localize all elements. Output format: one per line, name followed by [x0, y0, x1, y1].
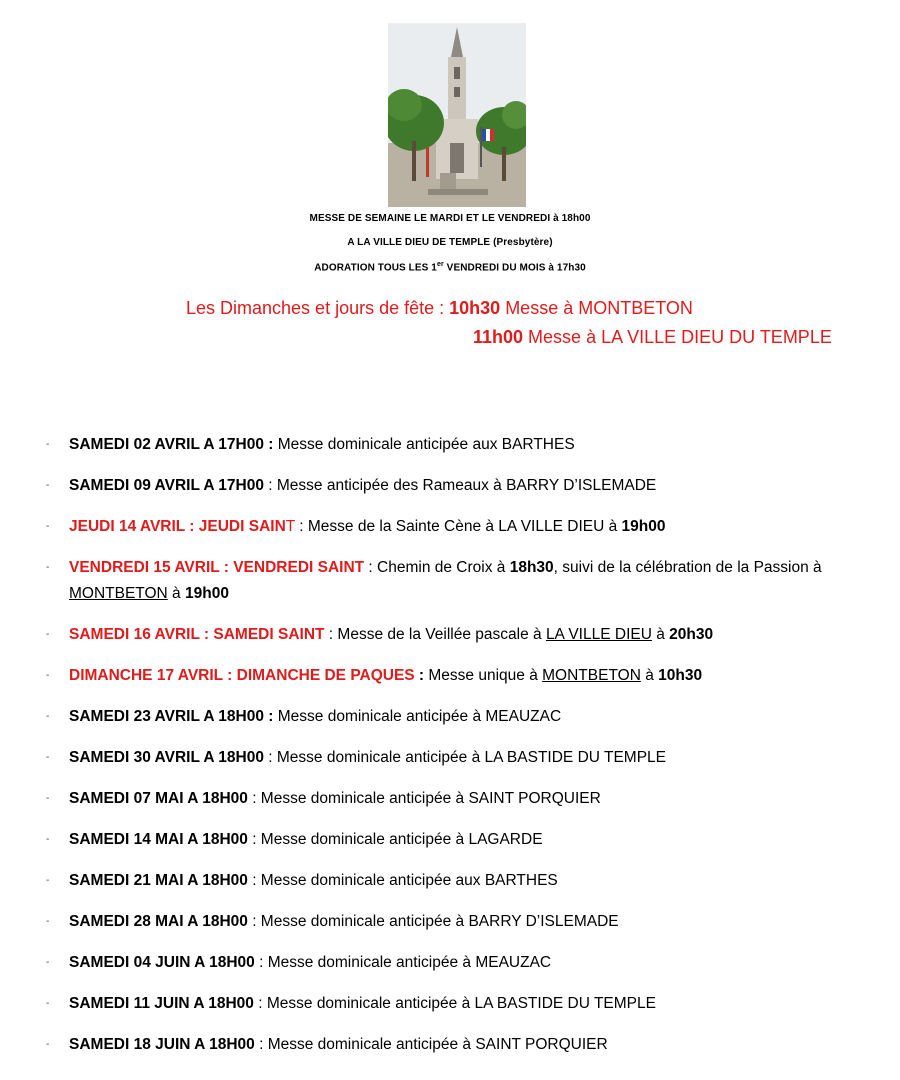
list-item: - DIMANCHE 17 AVRIL : DIMANCHE DE PAQUES : Messe unique à MONTBETON à 10h30: [0, 663, 900, 689]
list-item: - SAMEDI 14 MAI A 18H00 : Messe dominicale anticipée à LAGARDE: [0, 827, 900, 853]
bullet-dash: -: [46, 916, 50, 927]
bullet-dash: -: [46, 834, 50, 845]
bullet-dash: -: [46, 629, 50, 640]
list-item: - JEUDI 14 AVRIL : JEUDI SAINT : Messe de la Sainte Cène à LA VILLE DIEU à 19h00: [0, 514, 900, 540]
list-item: - SAMEDI 04 JUIN A 18H00 : Messe dominicale anticipée à MEAUZAC: [0, 950, 900, 976]
list-item: - SAMEDI 02 AVRIL A 17H00 : Messe dominicale anticipée aux BARTHES: [0, 432, 900, 458]
bullet-dash: -: [46, 480, 50, 491]
list-item: - SAMEDI 18 JUIN A 18H00 : Messe dominicale anticipée à SAINT PORQUIER: [0, 1032, 900, 1058]
sunday-mass-line-1: Les Dimanches et jours de fête : 10h30 Messe à MONTBETON: [186, 298, 693, 318]
bullet-dash: -: [46, 752, 50, 763]
list-item: - SAMEDI 30 AVRIL A 18H00 : Messe dominicale anticipée à LA BASTIDE DU TEMPLE: [0, 745, 900, 771]
list-item: - SAMEDI 11 JUIN A 18H00 : Messe dominicale anticipée à LA BASTIDE DU TEMPLE: [0, 991, 900, 1017]
list-item: - SAMEDI 28 MAI A 18H00 : Messe dominicale anticipée à BARRY D’ISLEMADE: [0, 909, 900, 935]
weekday-mass-line: MESSE DE SEMAINE LE MARDI ET LE VENDREDI à 18h00: [309, 213, 591, 224]
bullet-dash: -: [46, 521, 50, 532]
bullet-dash: -: [46, 1039, 50, 1050]
sunday-mass-line-2: 11h00 Messe à LA VILLE DIEU DU TEMPLE: [473, 327, 832, 347]
presbytery-line: A LA VILLE DIEU DE TEMPLE (Presbytère): [347, 237, 553, 248]
list-item: - SAMEDI 09 AVRIL A 17H00 : Messe anticipée des Rameaux à BARRY D’ISLEMADE: [0, 473, 900, 499]
list-item: - VENDREDI 15 AVRIL : VENDREDI SAINT : Chemin de Croix à 18h30, suivi de la célébration de la Passion à MONTBETON à 19h00: [0, 555, 900, 607]
mass-schedule-list: [0, 432, 900, 1073]
bullet-dash: -: [46, 998, 50, 1009]
bullet-dash: -: [46, 439, 50, 450]
bullet-dash: -: [46, 875, 50, 886]
bullet-dash: -: [46, 711, 50, 722]
bullet-dash: -: [46, 957, 50, 968]
list-item: - SAMEDI 07 MAI A 18H00 : Messe dominicale anticipée à SAINT PORQUIER: [0, 786, 900, 812]
adoration-line: ADORATION TOUS LES 1er VENDREDI DU MOIS à 17h30: [314, 261, 586, 274]
bullet-dash: -: [46, 562, 50, 573]
list-item: - SAMEDI 23 AVRIL A 18H00 : Messe dominicale anticipée à MEAUZAC: [0, 704, 900, 730]
list-item: - SAMEDI 16 AVRIL : SAMEDI SAINT : Messe de la Veillée pascale à LA VILLE DIEU à 20h30: [0, 622, 900, 648]
bullet-dash: -: [46, 670, 50, 681]
church-photo-icon: [388, 23, 526, 207]
bullet-dash: -: [46, 793, 50, 804]
list-item: - SAMEDI 21 MAI A 18H00 : Messe dominicale anticipée aux BARTHES: [0, 868, 900, 894]
